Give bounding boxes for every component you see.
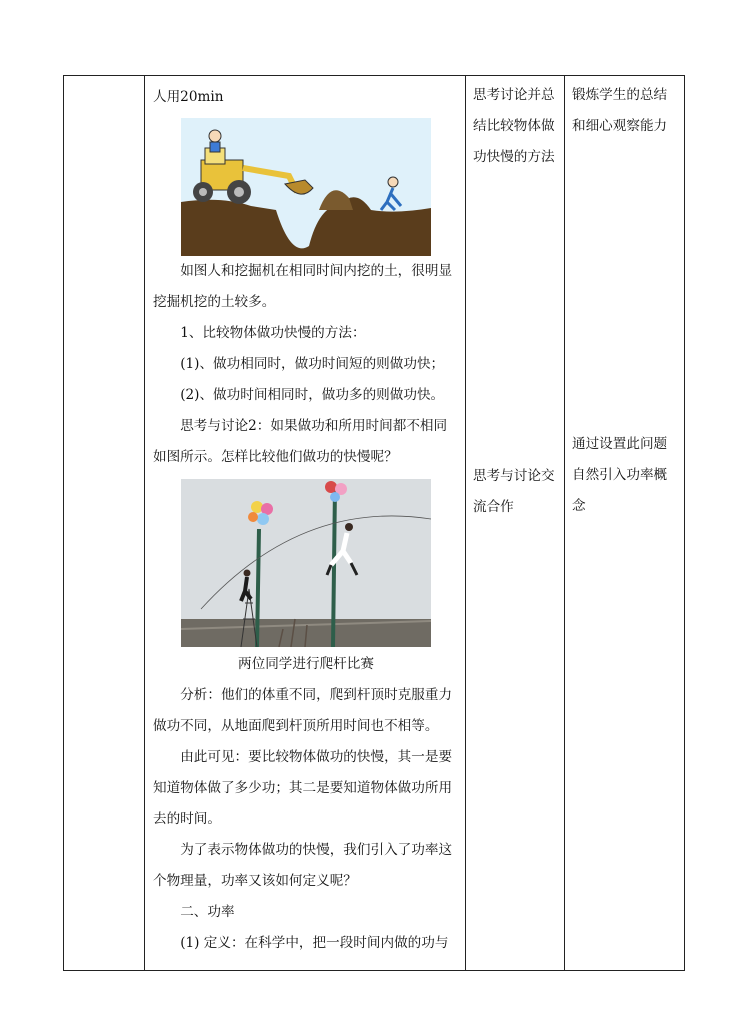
text-paragraph: (2)、做功时间相同时，做功多的则做功快。 bbox=[180, 387, 445, 403]
stage-cell bbox=[64, 76, 145, 971]
activity-text: 思考讨论并总结比较物体做功快慢的方法 bbox=[473, 87, 555, 165]
text-paragraph: (1) 定义：在科学中，把一段时间内做的功与 bbox=[180, 935, 449, 951]
section-heading: 二、功率 bbox=[180, 904, 235, 920]
text-paragraph: 由此可见：要比较物体做功的快慢，其一是要知道物体做了多少功；其二是要知道物体做功所用去的时间。 bbox=[153, 749, 453, 827]
design-intent-cell bbox=[565, 76, 685, 971]
excavator-illustration bbox=[181, 118, 431, 256]
student-activity-cell bbox=[466, 76, 565, 971]
image-caption: 两位同学进行爬杆比赛 bbox=[238, 656, 374, 672]
content-cell bbox=[145, 76, 466, 971]
text-paragraph: 分析：他们的体重不同，爬到杆顶时克服重力做功不同，从地面爬到杆顶所用时间也不相等。 bbox=[153, 687, 453, 734]
intent-text: 锻炼学生的总结和细心观察能力 bbox=[572, 87, 668, 134]
lesson-table bbox=[63, 75, 685, 971]
activity-text: 思考与讨论交流合作 bbox=[473, 468, 555, 515]
text-paragraph: 1、比较物体做功快慢的方法： bbox=[180, 325, 366, 341]
intent-text: 通过设置此问题自然引入功率概念 bbox=[572, 436, 668, 514]
text-paragraph: (1)、做功相同时，做功时间短的则做功快； bbox=[180, 356, 445, 372]
text-paragraph: 思考与讨论2：如果做功和所用时间都不相同如图所示。怎样比较他们做功的快慢呢？ bbox=[153, 418, 448, 465]
text-paragraph: 人用20min bbox=[153, 89, 224, 105]
pole-climbing-photo bbox=[181, 479, 431, 647]
text-paragraph: 为了表示物体做功的快慢，我们引入了功率这个物理量，功率又该如何定义呢？ bbox=[153, 842, 453, 889]
text-paragraph: 如图人和挖掘机在相同时间内挖的土，很明显挖掘机挖的土较多。 bbox=[153, 263, 453, 310]
